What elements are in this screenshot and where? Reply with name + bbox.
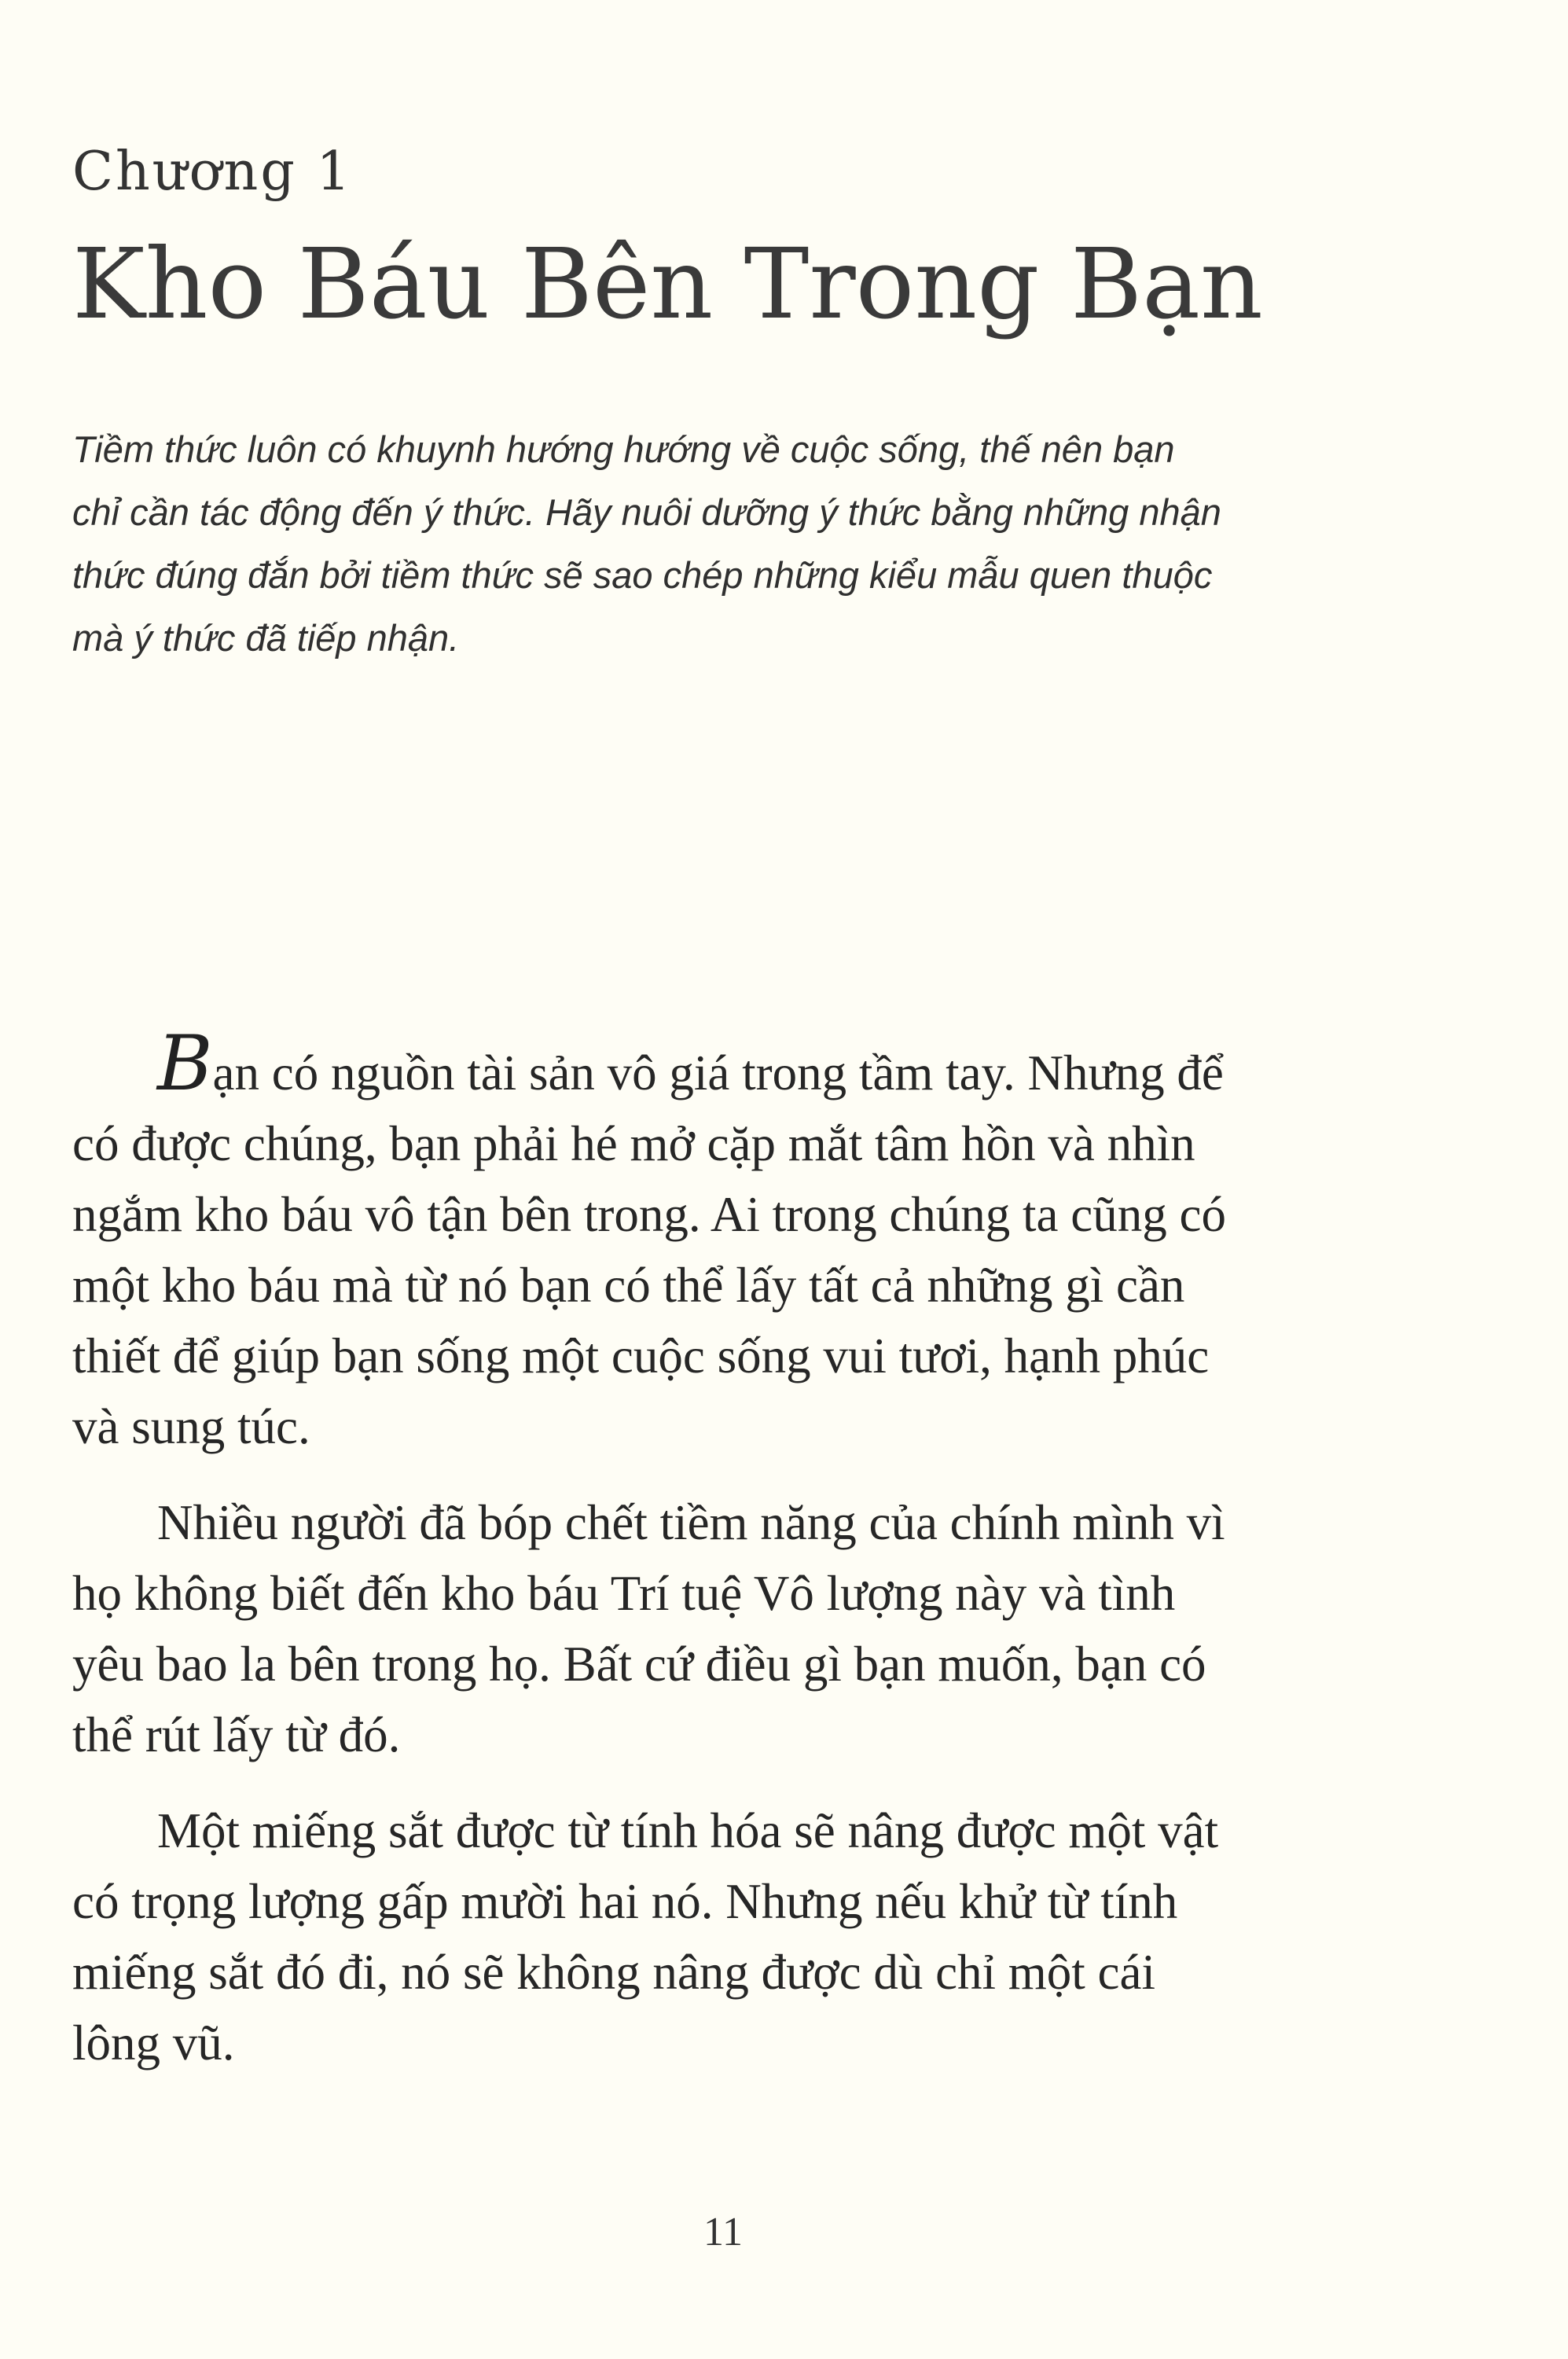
drop-cap: B (157, 1020, 213, 1108)
paragraph-line: một kho báu mà từ nó bạn có thể lấy tất cả những gì cần (72, 1258, 1185, 1313)
epigraph-line: chỉ cần tác động đến ý thức. Hãy nuôi dưỡng ý thức bằng những nhận (72, 491, 1221, 533)
paragraph-line: miếng sắt đó đi, nó sẽ không nâng được dù chỉ một cái (72, 1945, 1155, 2000)
epigraph-line: thức đúng đắn bởi tiềm thức sẽ sao chép những kiểu mẫu quen thuộc (72, 554, 1213, 596)
paragraph-line: yêu bao la bên trong họ. Bất cứ điều gì bạn muốn, bạn có (72, 1637, 1206, 1692)
paragraph-line: Nhiều người đã bóp chết tiềm năng của chính mình vì (157, 1495, 1225, 1550)
paragraph-line: ngắm kho báu vô tận bên trong. Ai trong chúng ta cũng có (72, 1187, 1226, 1242)
paragraph-line: có trọng lượng gấp mười hai nó. Nhưng nếu khử từ tính (72, 1874, 1178, 1929)
paragraph-line: thiết để giúp bạn sống một cuộc sống vui tươi, hạnh phúc (72, 1328, 1210, 1383)
paragraph-line: lông vũ. (72, 2015, 235, 2071)
paragraph-line: thể rút lấy từ đó. (72, 1707, 401, 1762)
epigraph-line: Tiềm thức luôn có khuynh hướng hướng về cuộc sống, thế nên bạn (72, 428, 1175, 470)
epigraph-line: mà ý thức đã tiếp nhận. (72, 617, 460, 659)
epigraph (72, 418, 1424, 670)
page-number: 11 (703, 2210, 744, 2254)
paragraph-line: Một miếng sắt được từ tính hóa sẽ nâng được một vật (157, 1803, 1219, 1858)
paragraph-line-text: ạn có nguồn tài sản vô giá trong tầm tay. Nhưng để (212, 1045, 1224, 1100)
paragraph-3 (72, 1795, 1456, 2078)
paragraph-line: và sung túc. (72, 1399, 310, 1454)
chapter-label: Chương 1 (72, 141, 353, 203)
chapter-title: Kho Báu Bên Trong Bạn (72, 228, 1263, 341)
paragraph-2 (72, 1487, 1456, 1770)
body-text (72, 1020, 1456, 2104)
paragraph-line: họ không biết đến kho báu Trí tuệ Vô lượng này và tình (72, 1566, 1176, 1621)
paragraph-line: có được chúng, bạn phải hé mở cặp mắt tâm hồn và nhìn (72, 1116, 1195, 1171)
paragraph-1 (72, 1020, 1456, 1462)
paragraph-line (72, 1020, 1456, 1108)
